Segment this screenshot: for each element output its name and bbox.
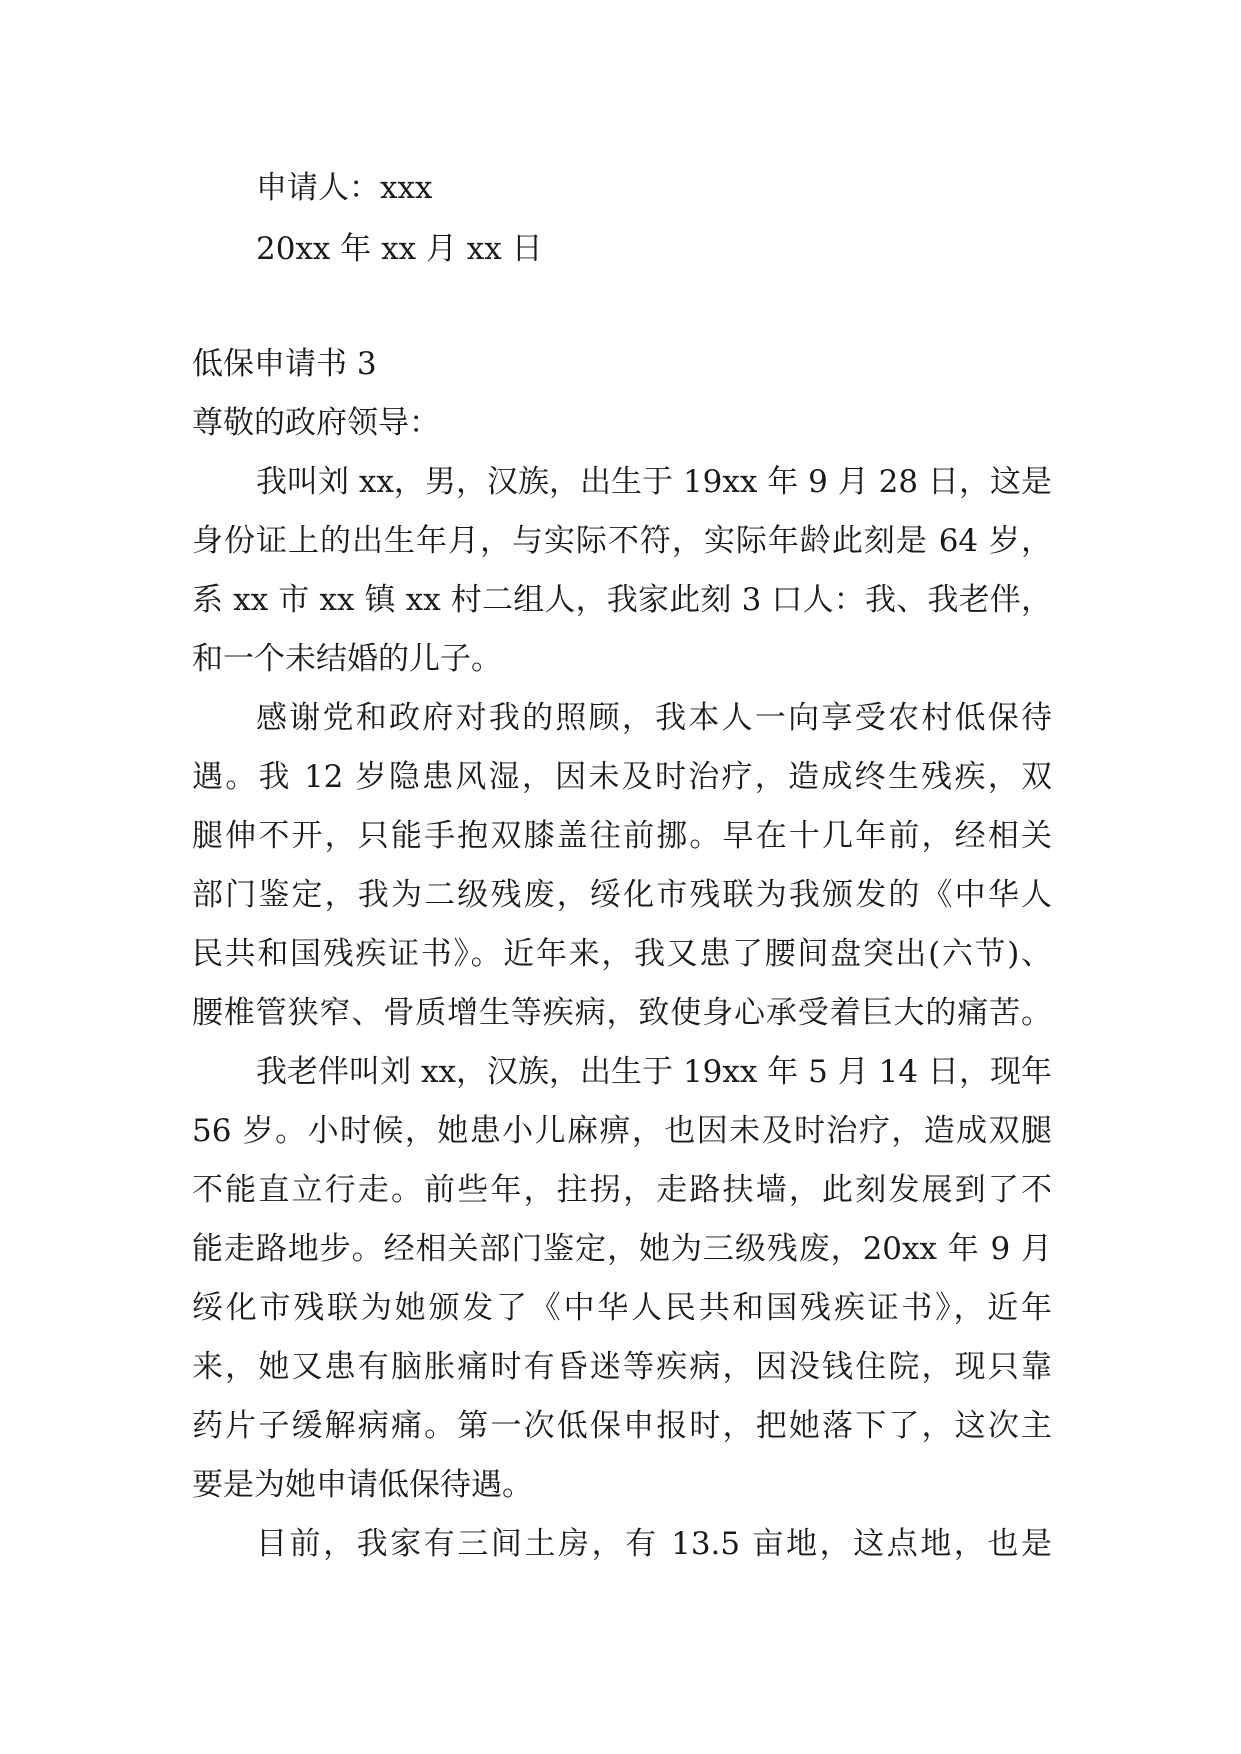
- applicant-line: 申请人：xxx: [256, 170, 433, 206]
- paragraph-3-line-4: 能走路地步。经相关部门鉴定，她为三级残废，20xx 年 9 月: [192, 1231, 1052, 1267]
- date-line: 20xx 年 xx 月 xx 日: [256, 231, 543, 267]
- paragraph-3-line-1: 我老伴叫刘 xx，汉族，出生于 19xx 年 5 月 14 日，现年: [256, 1054, 1052, 1090]
- paragraph-1-line-4: 和一个未结婚的儿子。: [192, 641, 502, 677]
- paragraph-2-line-4: 部门鉴定，我为二级残废，绥化市残联为我颁发的《中华人: [192, 877, 1052, 913]
- paragraph-1-line-1: 我叫刘 xx，男，汉族，出生于 19xx 年 9 月 28 日，这是: [256, 464, 1052, 500]
- paragraph-3-line-2: 56 岁。小时候，她患小儿麻痹，也因未及时治疗，造成双腿: [192, 1113, 1052, 1149]
- paragraph-3-line-5: 绥化市残联为她颁发了《中华人民共和国残疾证书》，近年: [192, 1290, 1052, 1326]
- paragraph-1-line-2: 身份证上的出生年月，与实际不符，实际年龄此刻是 64 岁，: [192, 523, 1052, 559]
- paragraph-2-line-6: 腰椎管狭窄、骨质增生等疾病，致使身心承受着巨大的痛苦。: [192, 995, 1052, 1031]
- salutation: 尊敬的政府领导：: [192, 405, 440, 441]
- paragraph-1-line-3: 系 xx 市 xx 镇 xx 村二组人，我家此刻 3 口人：我、我老伴，: [192, 582, 1052, 618]
- paragraph-2-line-5: 民共和国残疾证书》。近年来，我又患了腰间盘突出(六节)、: [192, 936, 1052, 972]
- paragraph-3-line-6: 来，她又患有脑胀痛时有昏迷等疾病，因没钱住院，现只靠: [192, 1349, 1052, 1385]
- paragraph-4-line-1: 目前，我家有三间土房，有 13.5 亩地，这点地，也是: [256, 1526, 1052, 1562]
- paragraph-3-line-3: 不能直立行走。前些年，拄拐，走路扶墙，此刻发展到了不: [192, 1172, 1052, 1208]
- letter-title: 低保申请书 3: [192, 346, 377, 382]
- paragraph-2-line-3: 腿伸不开，只能手抱双膝盖往前挪。早在十几年前，经相关: [192, 818, 1052, 854]
- paragraph-2-line-1: 感谢党和政府对我的照顾，我本人一向享受农村低保待: [256, 700, 1052, 736]
- paragraph-2-line-2: 遇。我 12 岁隐患风湿，因未及时治疗，造成终生残疾，双: [192, 759, 1052, 795]
- paragraph-3-line-7: 药片子缓解病痛。第一次低保申报时，把她落下了，这次主: [192, 1408, 1052, 1444]
- paragraph-3-line-8: 要是为她申请低保待遇。: [192, 1467, 533, 1503]
